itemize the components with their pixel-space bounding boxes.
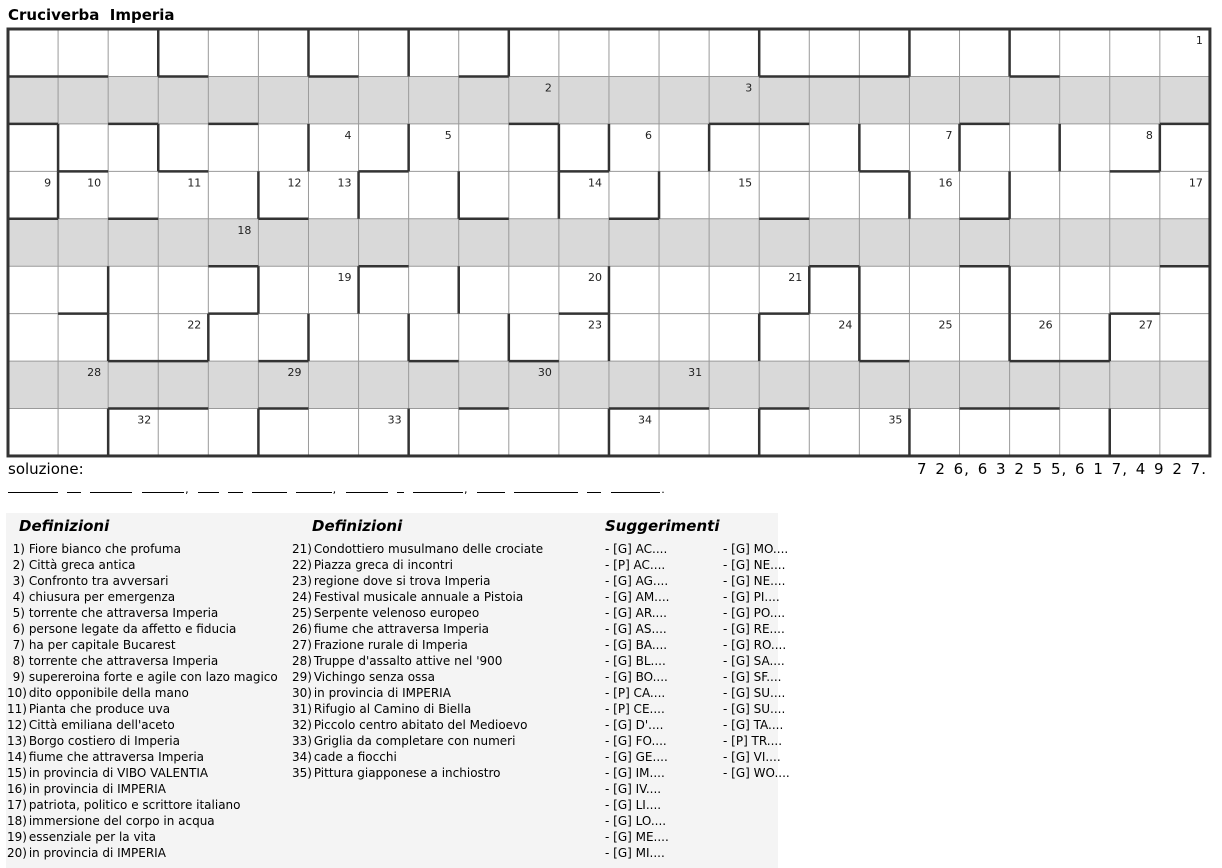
clue-text: Fiore bianco che profuma bbox=[25, 542, 181, 556]
clue-text: immersione del corpo in acqua bbox=[25, 814, 215, 828]
clue-text: Frazione rurale di Imperia bbox=[310, 638, 468, 652]
solution-blank[interactable] bbox=[587, 492, 601, 493]
clue-text: Serpente velenoso europeo bbox=[310, 606, 480, 620]
clue-text: Città greca antica bbox=[25, 558, 136, 572]
suggestion-item: - [G] SF.... bbox=[723, 670, 782, 684]
suggestion-item: - [G] PI.... bbox=[723, 590, 780, 604]
definition-item bbox=[7, 701, 278, 717]
suggestion-item: - [G] TA.... bbox=[723, 718, 784, 732]
suggestion-item: - [P] TR.... bbox=[723, 734, 783, 748]
cell-number: 16 bbox=[938, 176, 953, 190]
definition-item bbox=[7, 845, 278, 861]
definition-item bbox=[7, 621, 278, 637]
definition-item bbox=[292, 685, 543, 701]
solution-separator: , bbox=[332, 483, 337, 496]
cell-number: 28 bbox=[87, 366, 102, 380]
cell-number: 33 bbox=[387, 413, 402, 427]
suggestion-item: - [G] SU.... bbox=[723, 686, 786, 700]
cell-number: 14 bbox=[587, 176, 602, 190]
suggestion-item: - [G] SU.... bbox=[723, 702, 786, 716]
solution-blank[interactable] bbox=[8, 492, 58, 493]
clue-text: Città emiliana dell'aceto bbox=[25, 718, 175, 732]
cell-number: 1 bbox=[1195, 34, 1203, 47]
cell-number: 19 bbox=[337, 271, 352, 285]
cell-number: 15 bbox=[738, 176, 753, 190]
definition-item bbox=[7, 813, 278, 829]
clue-number: 4) bbox=[12, 590, 25, 604]
suggestion-item: - [G] IM.... bbox=[605, 766, 665, 780]
cell-number: 27 bbox=[1138, 318, 1153, 332]
definitions-list-right bbox=[292, 541, 543, 781]
suggestion-item: - [P] CA.... bbox=[605, 686, 666, 700]
definition-item bbox=[292, 557, 543, 573]
definition-item bbox=[7, 749, 278, 765]
definition-item bbox=[292, 669, 543, 685]
cell-number: 32 bbox=[137, 413, 152, 427]
clue-number: 34) bbox=[292, 750, 312, 764]
solution-blank[interactable] bbox=[397, 492, 404, 493]
clue-text: Rifugio al Camino di Biella bbox=[310, 702, 472, 716]
cell-number: 20 bbox=[587, 271, 602, 285]
clue-number: 1) bbox=[12, 542, 25, 556]
clue-text: chiusura per emergenza bbox=[25, 590, 176, 604]
clue-text: in provincia di IMPERIA bbox=[25, 782, 166, 796]
cell-number: 34 bbox=[638, 413, 653, 427]
suggestion-item: - [G] RE.... bbox=[723, 622, 785, 636]
definitions-list-left bbox=[7, 541, 278, 861]
solution-blank[interactable] bbox=[346, 492, 389, 493]
solution-blank[interactable] bbox=[413, 492, 463, 493]
clue-number: 19) bbox=[7, 830, 27, 844]
suggestion-item: - [G] MO.... bbox=[723, 542, 789, 556]
suggestion-item: - [G] GE.... bbox=[605, 750, 668, 764]
clue-text: Confronto tra avversari bbox=[25, 574, 169, 588]
cell-number: 22 bbox=[187, 318, 202, 332]
suggestion-item: - [G] ME.... bbox=[605, 830, 669, 844]
definition-item bbox=[7, 637, 278, 653]
clue-text: in provincia di IMPERIA bbox=[25, 846, 166, 860]
cell-number: 26 bbox=[1038, 318, 1053, 332]
cell-number: 18 bbox=[237, 223, 252, 237]
solution-blank[interactable] bbox=[514, 492, 578, 493]
clue-text: cade a fiocchi bbox=[310, 750, 397, 764]
cell-number: 3 bbox=[745, 81, 753, 95]
clue-number: 26) bbox=[292, 622, 312, 636]
clue-text: ha per capitale Bucarest bbox=[25, 638, 176, 652]
definition-item bbox=[292, 589, 543, 605]
suggestion-item: - [G] SA.... bbox=[723, 654, 785, 668]
clue-text: fiume che attraversa Imperia bbox=[310, 622, 490, 636]
clue-number: 33) bbox=[292, 734, 312, 748]
solution-blanks[interactable] bbox=[8, 483, 838, 499]
cell-number: 8 bbox=[1145, 128, 1153, 142]
definition-item bbox=[292, 637, 543, 653]
solution-blank[interactable] bbox=[67, 492, 81, 493]
suggestion-item: - [G] AM.... bbox=[605, 590, 670, 604]
cell-number: 9 bbox=[44, 176, 52, 190]
suggestion-item: - [G] AS.... bbox=[605, 622, 667, 636]
suggestion-item: - [P] CE.... bbox=[605, 702, 665, 716]
definition-item bbox=[292, 733, 543, 749]
definition-item bbox=[292, 701, 543, 717]
suggestions-list-1 bbox=[605, 541, 669, 861]
suggestion-item: - [G] D'.... bbox=[605, 718, 664, 732]
definition-item bbox=[7, 797, 278, 813]
suggestions-heading: Suggerimenti bbox=[605, 517, 720, 535]
cell-number: 30 bbox=[537, 366, 552, 380]
definition-item bbox=[7, 589, 278, 605]
clue-number: 30) bbox=[292, 686, 312, 700]
solution-separator: , bbox=[464, 483, 468, 496]
definition-item bbox=[7, 541, 278, 557]
suggestion-item: - [G] BL.... bbox=[605, 654, 666, 668]
solution-blank[interactable] bbox=[296, 492, 332, 493]
cell-number: 2 bbox=[544, 81, 552, 95]
clue-text: torrente che attraversa Imperia bbox=[25, 654, 219, 668]
cell-number: 35 bbox=[888, 413, 903, 427]
definition-item bbox=[7, 781, 278, 797]
suggestion-item: - [G] AG.... bbox=[605, 574, 669, 588]
clue-text: torrente che attraversa Imperia bbox=[25, 606, 219, 620]
definition-item bbox=[292, 621, 543, 637]
cell-number: 6 bbox=[645, 128, 653, 142]
cell-number: 24 bbox=[838, 318, 853, 332]
definition-item bbox=[292, 573, 543, 589]
clue-number: 9) bbox=[12, 670, 25, 684]
clue-text: Piazza greca di incontri bbox=[310, 558, 453, 572]
clue-number: 20) bbox=[7, 846, 27, 860]
cell-number: 10 bbox=[87, 176, 102, 190]
cell-number: 17 bbox=[1188, 176, 1203, 190]
clue-number: 32) bbox=[292, 718, 312, 732]
clue-number: 17) bbox=[7, 798, 27, 812]
definition-item bbox=[7, 829, 278, 845]
cell-number: 11 bbox=[187, 176, 202, 190]
cell-number: 4 bbox=[344, 128, 352, 142]
definition-item bbox=[7, 733, 278, 749]
clue-number: 8) bbox=[12, 654, 25, 668]
solution-separator: . bbox=[661, 483, 665, 496]
clue-number: 13) bbox=[7, 734, 27, 748]
clue-text: Festival musicale annuale a Pistoia bbox=[310, 590, 524, 604]
clue-text: supereroina forte e agile con lazo magico bbox=[25, 670, 278, 684]
clue-number: 6) bbox=[12, 622, 25, 636]
clue-number: 18) bbox=[7, 814, 27, 828]
definition-item bbox=[292, 605, 543, 621]
cell-number: 5 bbox=[444, 128, 452, 142]
solution-blank[interactable] bbox=[90, 492, 133, 493]
clue-text: Borgo costiero di Imperia bbox=[25, 734, 180, 748]
clue-number: 29) bbox=[292, 670, 312, 684]
suggestion-item: - [G] IV.... bbox=[605, 782, 662, 796]
cell-number: 29 bbox=[287, 366, 302, 380]
cell-number: 23 bbox=[587, 318, 602, 332]
definition-item bbox=[7, 765, 278, 781]
clue-number: 2) bbox=[12, 558, 25, 572]
clue-text: Pianta che produce uva bbox=[25, 702, 171, 716]
clue-number: 22) bbox=[292, 558, 312, 572]
suggestion-item: - [G] VI.... bbox=[723, 750, 781, 764]
solution-blank[interactable] bbox=[198, 492, 219, 493]
suggestion-item: - [P] AC.... bbox=[605, 558, 666, 572]
clue-text: fiume che attraversa Imperia bbox=[25, 750, 205, 764]
clue-text: patriota, politico e scrittore italiano bbox=[25, 798, 241, 812]
clue-text: Truppe d'assalto attive nel '900 bbox=[310, 654, 503, 668]
clue-text: persone legate da affetto e fiducia bbox=[25, 622, 237, 636]
definition-item bbox=[292, 541, 543, 557]
clues-panel bbox=[6, 513, 790, 868]
clue-number: 7) bbox=[12, 638, 25, 652]
clue-text: in provincia di VIBO VALENTIA bbox=[25, 766, 209, 780]
clue-number: 16) bbox=[7, 782, 27, 796]
suggestion-item: - [G] PO.... bbox=[723, 606, 786, 620]
cell-number: 21 bbox=[788, 271, 803, 285]
solution-blank[interactable] bbox=[252, 492, 288, 493]
definitions-heading-1: Definizioni bbox=[19, 517, 110, 535]
definition-item bbox=[7, 557, 278, 573]
clue-number: 15) bbox=[7, 766, 27, 780]
clue-number: 35) bbox=[292, 766, 312, 780]
cell-number: 31 bbox=[688, 366, 703, 380]
clue-text: regione dove si trova Imperia bbox=[310, 574, 491, 588]
clue-number: 31) bbox=[292, 702, 312, 716]
clue-number: 28) bbox=[292, 654, 312, 668]
suggestion-item: - [G] LI.... bbox=[605, 798, 662, 812]
clue-text: Pittura giapponese a inchiostro bbox=[310, 766, 501, 780]
definition-item bbox=[292, 653, 543, 669]
definition-item bbox=[292, 717, 543, 733]
clue-text: dito opponibile della mano bbox=[25, 686, 189, 700]
suggestion-item: - [G] WO.... bbox=[723, 766, 790, 780]
definition-item bbox=[7, 717, 278, 733]
definition-item bbox=[7, 653, 278, 669]
clue-text: Piccolo centro abitato del Medioevo bbox=[310, 718, 528, 732]
solution-blank[interactable] bbox=[228, 492, 242, 493]
suggestion-item: - [G] RO.... bbox=[723, 638, 787, 652]
puzzle-title: Cruciverba Imperia bbox=[8, 6, 175, 24]
clue-number: 5) bbox=[12, 606, 25, 620]
clue-number: 3) bbox=[12, 574, 25, 588]
definition-item bbox=[292, 749, 543, 765]
cell-number: 13 bbox=[337, 176, 352, 190]
definitions-heading-2: Definizioni bbox=[312, 517, 403, 535]
definition-item bbox=[7, 573, 278, 589]
clue-text: Vichingo senza ossa bbox=[310, 670, 435, 684]
clue-number: 21) bbox=[292, 542, 312, 556]
definition-item bbox=[7, 605, 278, 621]
solution-blank[interactable] bbox=[611, 492, 661, 493]
clue-number: 25) bbox=[292, 606, 312, 620]
suggestion-item: - [G] AR.... bbox=[605, 606, 667, 620]
definition-item bbox=[7, 669, 278, 685]
suggestion-item: - [G] LO.... bbox=[605, 814, 667, 828]
solution-blank[interactable] bbox=[477, 492, 505, 493]
cell-number: 7 bbox=[945, 128, 953, 142]
clue-text: essenziale per la vita bbox=[25, 830, 156, 844]
cell-number: 25 bbox=[938, 318, 953, 332]
cell-number: 12 bbox=[287, 176, 302, 190]
suggestion-item: - [G] MI.... bbox=[605, 846, 665, 860]
clue-text: Condottiero musulmano delle crociate bbox=[310, 542, 544, 556]
clue-number: 27) bbox=[292, 638, 312, 652]
clue-text: Griglia da completare con numeri bbox=[310, 734, 516, 748]
clue-number: 14) bbox=[7, 750, 27, 764]
clue-text: in provincia di IMPERIA bbox=[310, 686, 451, 700]
definition-item bbox=[7, 685, 278, 701]
suggestion-item: - [G] BO.... bbox=[605, 670, 668, 684]
suggestions-list-2 bbox=[723, 541, 790, 781]
suggestion-item: - [G] BA.... bbox=[605, 638, 668, 652]
solution-separator: , bbox=[185, 483, 189, 496]
clue-number: 23) bbox=[292, 574, 312, 588]
clue-number: 24) bbox=[292, 590, 312, 604]
solution-word-lengths: 7 2 6, 6 3 2 5 5, 6 1 7, 4 9 2 7. bbox=[917, 460, 1207, 478]
suggestion-item: - [G] FO.... bbox=[605, 734, 667, 748]
suggestion-item: - [G] NE.... bbox=[723, 558, 786, 572]
suggestion-item: - [G] AC.... bbox=[605, 542, 668, 556]
solution-blank[interactable] bbox=[142, 492, 185, 493]
clue-number: 10) bbox=[7, 686, 27, 700]
solution-label: soluzione: bbox=[8, 460, 84, 478]
definition-item bbox=[292, 765, 543, 781]
clue-number: 12) bbox=[7, 718, 27, 732]
suggestion-item: - [G] NE.... bbox=[723, 574, 786, 588]
clue-number: 11) bbox=[7, 702, 27, 716]
